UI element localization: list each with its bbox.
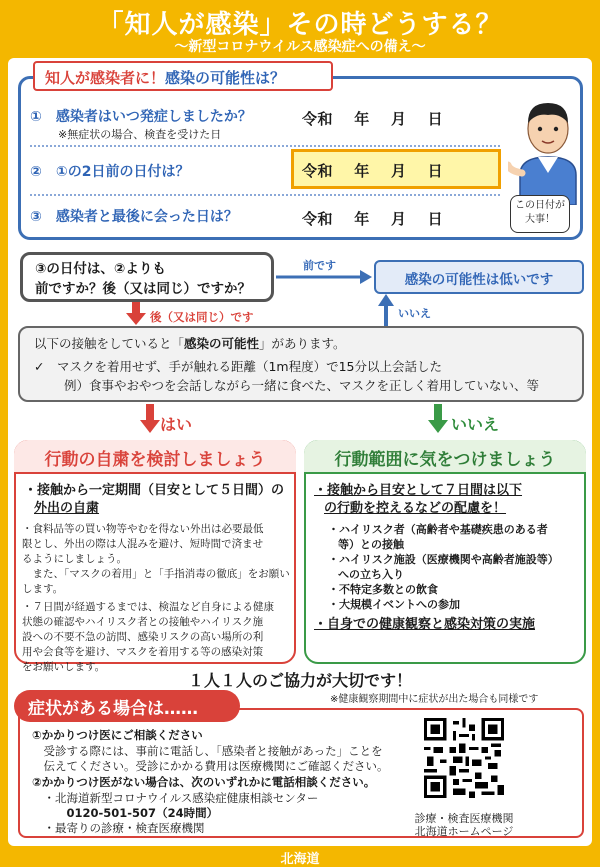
action-range-main: ・接触から目安として７日間は以下 [314, 483, 523, 498]
symptoms-line: ・最寄りの診療・検査医療機関 [32, 821, 205, 835]
no-label-top: いいえ [398, 307, 431, 320]
yes-label: はい [160, 415, 193, 434]
self-restraint-main-2: 外出の自粛 [34, 501, 100, 516]
qr-caption: 診療・検査医療機関 [414, 812, 514, 825]
heading-blue-text: 感染の可能性は？ [165, 69, 286, 87]
qr-caption: 北海道ホームページ [414, 825, 514, 838]
question-2: ② ①の2日前の日付は？ [30, 164, 190, 180]
footer-publisher: 北海道 [280, 852, 320, 867]
no-label-mid: いいえ [451, 415, 500, 434]
contact-item: ✓ マスクを着用せず、手が触れる距離（1m程度）で15分以上会話した [34, 359, 443, 374]
date-field-3: 令和 年 月 日 [302, 210, 444, 228]
infection-check-heading [33, 61, 333, 91]
symptoms-line: ・北海道新型コロナウイルス感染症健康相談センター [32, 791, 319, 805]
contact-condition-box: 以下の接触をしていると「感染の可能性」があります。 ✓ マスクを着用せず、手が触れる距離（1m程度）で15分以上会話した 例）食事やおやつを会話しながら一緒に食べた、マスクを正しく着用していない、等 [18, 326, 584, 402]
person-illustration [508, 95, 588, 205]
symptoms-line: 伝えてください。受診にかかる費用は医療機関にご確認ください。 [32, 759, 389, 773]
date-field-2: 令和 年 月 日 [302, 162, 444, 180]
decision-question: ③の日付は、②よりも 前ですか？後（又は同じ）ですか？ [20, 252, 274, 302]
symptoms-line: ①かかりつけ医にご相談ください [32, 728, 203, 742]
action-range-last: ・自身での健康観察と感染対策の実施 [314, 617, 536, 632]
action-range-main-2: の行動を控えるなどの配慮を！ [324, 501, 507, 516]
arrow-down-icon [126, 302, 146, 326]
symptoms-heading: 症状がある場合は…… [14, 690, 240, 722]
arrow-down-icon [140, 404, 160, 434]
dotted-divider [30, 145, 500, 147]
page-subtitle: ～新型コロナウイルス感染症への備え～ [174, 39, 426, 55]
question-3: ③ 感染者と最後に会った日は？ [30, 209, 238, 225]
dotted-divider [30, 194, 500, 196]
question-1: ① 感染者はいつ発症しましたか？ [30, 109, 252, 125]
symptoms-phone: 0120-501-507（24時間） [32, 806, 219, 820]
symptoms-line: ②かかりつけ医がない場合は、次のいずれかに電話相談ください。 [32, 775, 376, 789]
low-possibility-box: 感染の可能性は低いです [374, 260, 584, 294]
action-range-list: ・ハイリスク者（高齢者や基礎疾患のある者 等）との接触 ・ハイリスク施設（医療機関や高齢者施設等） への立ち入り ・不特定多数との飲食 ・大規模イベントへの参加 [328, 523, 559, 611]
page-title: 「知人が感染」その時どうする？ [97, 10, 503, 40]
qr-code-icon[interactable] [424, 718, 504, 798]
action-range-title: 行動範囲に気をつけましょう [304, 440, 586, 474]
heading-red-text: 知人が感染者に！ [45, 69, 166, 87]
self-restraint-main: ・接触から一定期間（目安として５日間）の [24, 483, 285, 498]
arrow-up-icon [376, 294, 396, 328]
symptoms-note: ※健康観察期間中に症状が出た場合も同様です [330, 694, 539, 705]
question-1-note: ※無症状の場合、検査を受けた日 [58, 128, 222, 141]
self-restraint-title: 行動の自粛を検討しましょう [14, 440, 296, 474]
before-label: 前です [303, 259, 336, 272]
date-field-1: 令和 年 月 日 [302, 110, 444, 128]
speech-bubble: この日付が 大事！ [510, 195, 570, 233]
self-restraint-paragraph-1: ・食料品等の買い物等やむを得ない外出は必要最低 限とし、外出の際は人混みを避け、短時間で済ませ るようにしましょう。 また、「マスクの着用」と「手指消毒の徹底」をお願い します。 [22, 523, 290, 595]
symptoms-line: 受診する際には、事前に電話し、「感染者と接触があった」ことを [32, 744, 383, 758]
cooperation-message: １人１人のご協力が大切です！ [187, 671, 412, 690]
arrow-down-icon [428, 404, 448, 434]
self-restraint-paragraph-2: ・７日間が経過するまでは、検温など自身による健康 状態の確認やハイリスク者との接触やハイリスク施 設への不要不急の訪問、感染リスクの高い場所の利 用や会食等を避け、マスクを着用する等の感染対策 をお願いします。 [22, 601, 274, 673]
after-label: 後（又は同じ）です [150, 310, 254, 324]
contact-example: 例）食事やおやつを会話しながら一緒に食べた、マスクを正しく着用していない、等 [64, 378, 540, 393]
